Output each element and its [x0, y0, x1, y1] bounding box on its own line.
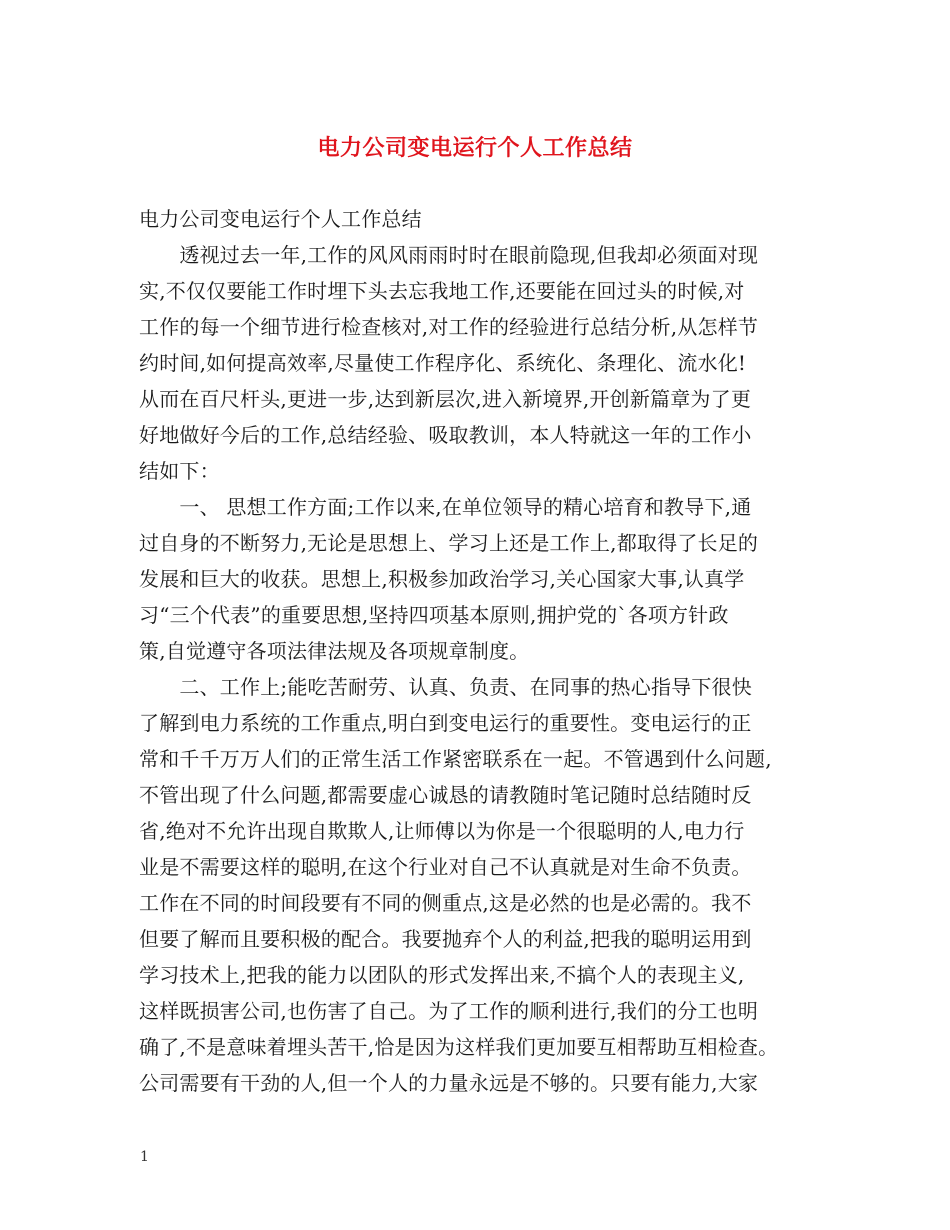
body-line: 工作在不同的时间段要有不同的侧重点,这是必然的也是必需的。我不 — [139, 891, 752, 915]
document-title: 电力公司变电运行个人工作总结 — [317, 135, 633, 161]
body-line: 从而在百尺杆头,更进一步,达到新层次,进入新境界,开创新篇章为了更 — [139, 387, 752, 411]
body-line: 习“三个代表”的重要思想,坚持四项基本原则,拥护党的`各项方针政 — [139, 603, 729, 627]
body-line: 省,绝对不允许出现自欺欺人,让师傅以为你是一个很聪明的人,电力行 — [139, 819, 745, 843]
body-line: 工作的每一个细节进行检查核对,对工作的经验进行总结分析,从怎样节 — [139, 315, 759, 339]
body-line: 约时间,如何提高效率,尽量使工作程序化、系统化、条理化、流水化! — [139, 351, 747, 375]
body-line: 策,自觉遵守各项法律法规及各项规章制度。 — [139, 639, 530, 663]
body-line: 实,不仅仅要能工作时埋下头去忘我地工作,还要能在回过头的时候,对 — [139, 279, 745, 303]
body-line: 不管出现了什么问题,都需要虚心诚恳的请教随时笔记随时总结随时反 — [139, 783, 752, 807]
body-line: 了解到电力系统的工作重点,明白到变电运行的重要性。变电运行的正 — [139, 711, 752, 735]
body-line: 好地做好今后的工作,总结经验、吸取教训，本人特就这一年的工作小 — [139, 423, 752, 447]
body-line: 发展和巨大的收获。思想上,积极参加政治学习,关心国家大事,认真学 — [139, 567, 745, 591]
body-line: 过自身的不断努力,无论是思想上、学习上还是工作上,都取得了长足的 — [139, 531, 759, 555]
body-line: 二、工作上;能吃苦耐劳、认真、负责、在同事的热心指导下很快 — [139, 675, 752, 699]
body-line: 常和千千万万人们的正常生活工作紧密联系在一起。不管遇到什么问题, — [139, 747, 772, 771]
page-number: 1 — [140, 1149, 149, 1165]
body-line: 一、 思想工作方面;工作以来,在单位领导的精心培育和教导下,通 — [139, 495, 752, 519]
body-line: 这样既损害公司,也伤害了自己。为了工作的顺利进行,我们的分工也明 — [139, 999, 759, 1023]
body-line: 透视过去一年,工作的风风雨雨时时在眼前隐现,但我却必须面对现 — [139, 243, 759, 267]
body-line: 结如下： — [139, 459, 220, 483]
body-line: 业是不需要这样的聪明,在这个行业对自己不认真就是对生命不负责。 — [139, 855, 752, 879]
body-line: 但要了解而且要积极的配合。我要抛弃个人的利益,把我的聪明运用到 — [139, 927, 752, 951]
body-line: 电力公司变电运行个人工作总结 — [139, 207, 422, 231]
body-line: 公司需要有干劲的人,但一个人的力量永远是不够的。只要有能力,大家 — [139, 1071, 759, 1095]
body-line: 学习技术上,把我的能力以团队的形式发挥出来,不搞个人的表现主义, — [139, 963, 745, 987]
body-line: 确了,不是意味着埋头苦干,恰是因为这样我们更加要互相帮助互相检查。 — [139, 1035, 779, 1059]
